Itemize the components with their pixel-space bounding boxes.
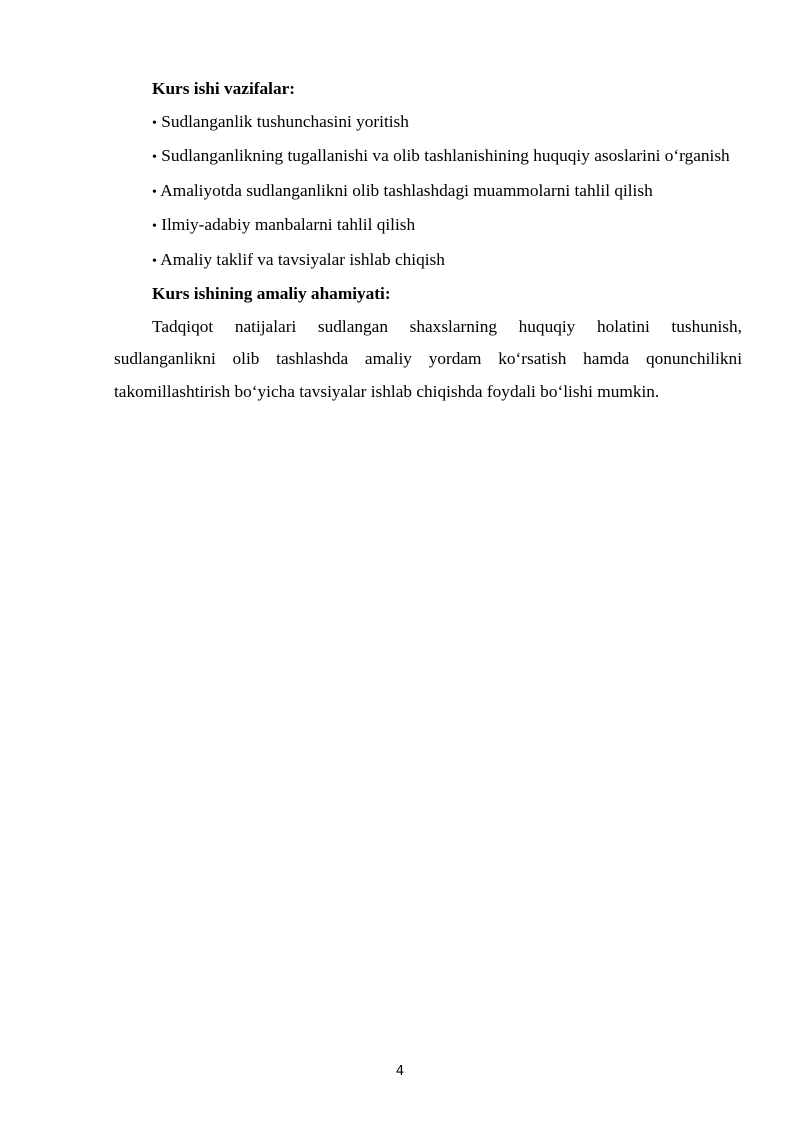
task-item [114, 106, 742, 141]
bullet-icon: • [152, 184, 157, 200]
tasks-heading: Kurs ishi vazifalar: [152, 79, 296, 98]
task-item-text: Sudlanganlik tushunchasini yoritish [161, 111, 409, 131]
bullet-icon: • [152, 150, 157, 165]
task-item-text: Amaliy taklif va tavsiyalar ishlab chiqish [160, 249, 445, 269]
task-item-text: Ilmiy-adabiy manbalarni tahlil qilish [161, 215, 416, 234]
bullet-icon: • [152, 253, 157, 269]
significance-heading: Kurs ishining amaliy ahamiyati: [152, 284, 391, 303]
task-item [114, 140, 742, 175]
task-item [114, 209, 742, 244]
bullet-icon: • [152, 115, 157, 131]
task-item-text: Amaliyotda sudlanganlikni olib tashlashdagi muammolarni tahlil qilish [160, 180, 653, 200]
significance-paragraph: Tadqiqot natijalari sudlangan shaxslarning huquqiy holatini tushunish, sudlanganlikni olib tashlashda amaliy yordam ko‘rsatish hamda qonunchilikni takomillashtirish bo‘yicha tavsiyalar ishlab chiqishda foydali bo‘lishi mumkin. [114, 316, 742, 401]
task-item [114, 175, 742, 210]
task-item-text: Sudlanganlikning tugallanishi va olib tashlanishining huquqiy asoslarini o‘rganish [161, 146, 730, 165]
page-content [114, 73, 742, 408]
task-item [114, 244, 742, 279]
bullet-icon: • [152, 219, 157, 234]
page-number: 4 [395, 1064, 405, 1079]
